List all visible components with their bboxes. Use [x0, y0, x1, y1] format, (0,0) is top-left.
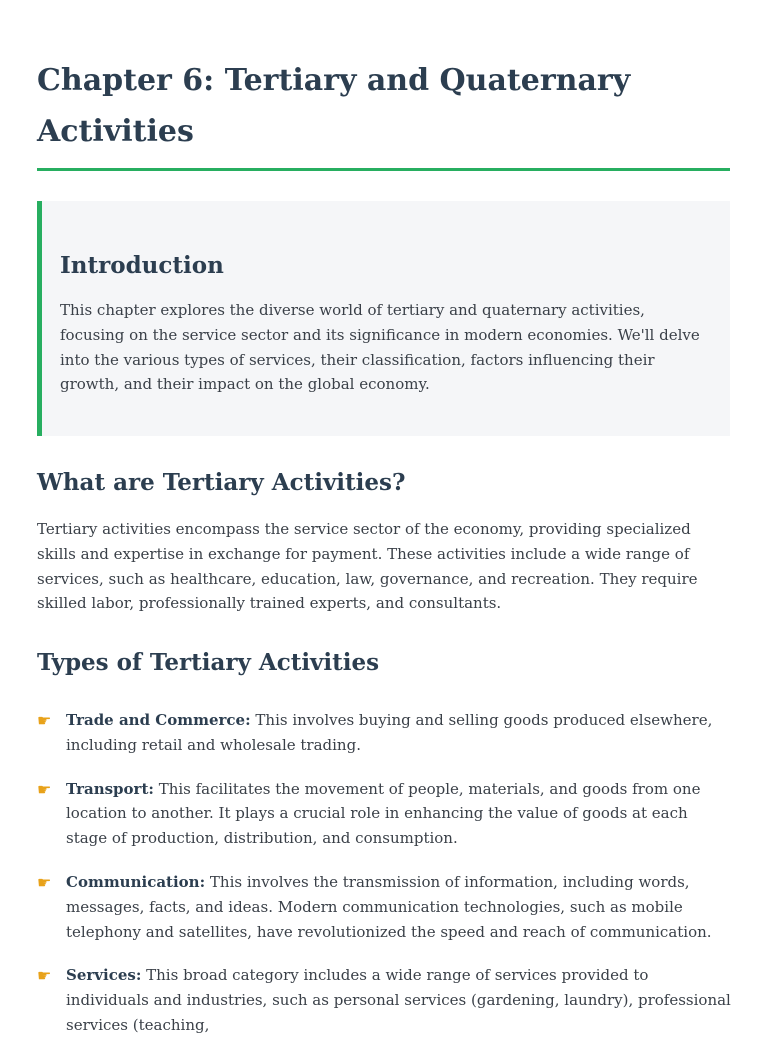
chapter-title: Chapter 6: Tertiary and Quaternary Activities [37, 63, 631, 149]
type-description: This involves the transmission of information, including words, messages, facts, and ideas. Modern communication technologies, such as mobile telephony and satellites, have revolutionized the speed and reach of communication. [66, 872, 712, 941]
type-name: Communication: [66, 872, 206, 891]
introduction-text: This chapter explores the diverse world of tertiary and quaternary activities, focusing on the service sector and its significance in modern economies. We'll delve into the various types of services, their classification, factors influencing their growth, and their impact on the global economy. [60, 301, 700, 394]
type-name: Trade and Commerce: [66, 711, 251, 729]
pointing-hand-icon: ☛ [37, 779, 52, 799]
list-item [37, 870, 733, 944]
what-are-heading: What are Tertiary Activities? [37, 469, 406, 496]
what-are-text: Tertiary activities encompass the service sector of the economy, providing specialized skills and expertise in exchange for payment. These activities include a wide range of services, such as healthcare, education, law, governance, and recreation. They require skilled labor, professionally trained experts, and consultants. [37, 520, 698, 613]
type-description: This involves buying and selling goods produced elsewhere, including retail and wholesale trading. [66, 711, 713, 754]
list-item [37, 963, 733, 1037]
introduction-heading: Introduction [60, 252, 224, 279]
title-divider [37, 168, 730, 171]
type-name: Transport: [66, 779, 154, 798]
type-description: This broad category includes a wide range of services provided to individuals and industries, such as personal services (gardening, laundry), professional services (teaching, [66, 966, 731, 1034]
type-description: This facilitates the movement of people, materials, and goods from one location to another. It plays a crucial role in enhancing the value of goods at each stage of production, distribution, and consumption. [66, 779, 701, 848]
types-list [37, 708, 733, 1057]
pointing-hand-icon: ☛ [37, 966, 52, 986]
pointing-hand-icon: ☛ [37, 711, 52, 730]
types-heading: Types of Tertiary Activities [37, 649, 380, 676]
type-name: Services: [66, 966, 142, 985]
pointing-hand-icon: ☛ [37, 872, 52, 892]
list-item [37, 708, 733, 758]
introduction-callout [37, 201, 730, 436]
list-item [37, 777, 733, 851]
